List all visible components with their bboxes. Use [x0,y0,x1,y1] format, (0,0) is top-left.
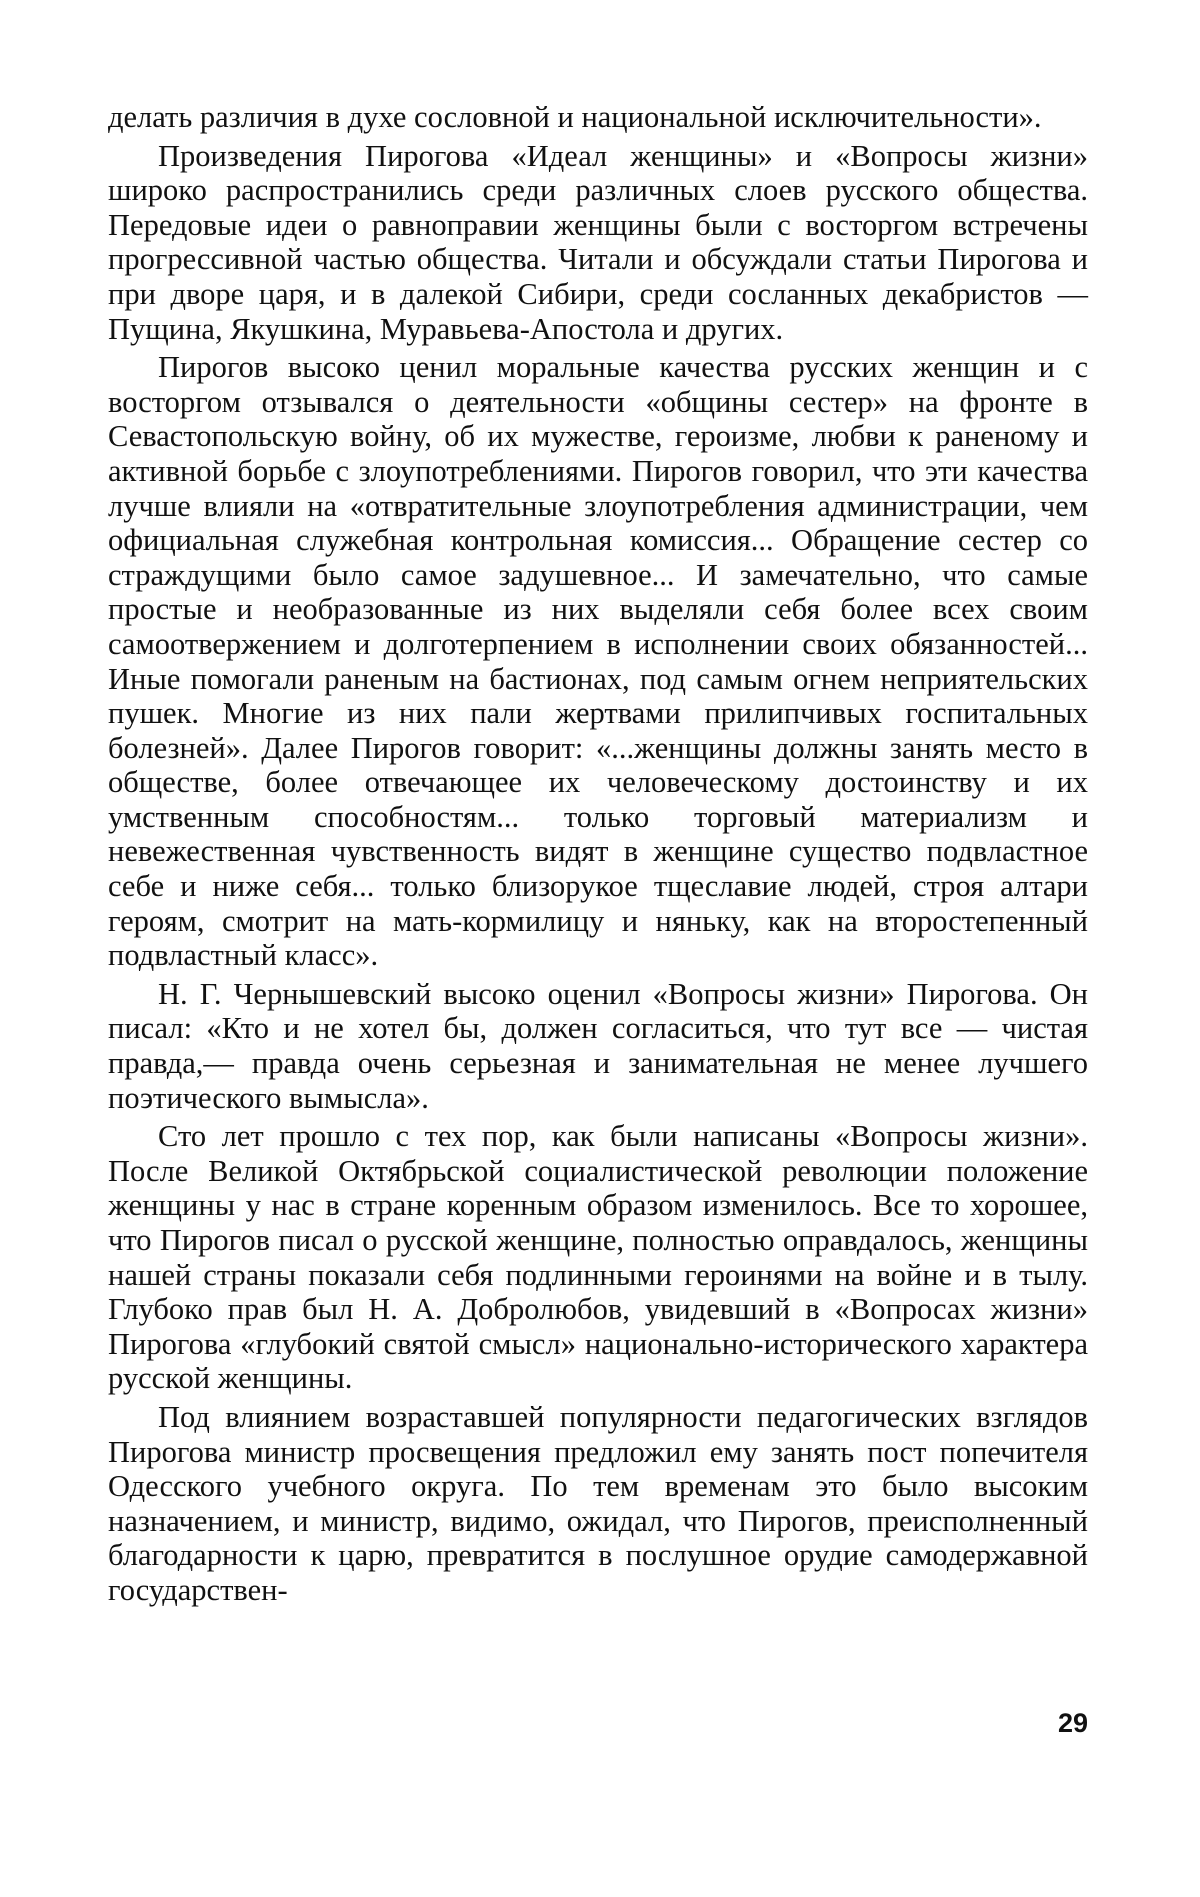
page-number: 29 [1057,1708,1088,1738]
paragraph-sisters-of-mercy: Пирогов высоко ценил моральные качества русских женщин и с восторгом отзывался о деятельности «общины сестер» на фронте в Севастопольскую войну, об их мужестве, героизме, любви к раненому и активной борьбе с злоупотреблениями. Пирогов говорил, что эти качества лучше влияли на «отвратительные злоупотребления администрации, чем официальная служебная контрольная комиссия... Обращение сестер со страждущими было самое задушевное... И замечательно, что самые простые и необразованные из них выделяли себя более всех своим самоотвержением и долготерпением в исполнении своих обязанностей... Иные помогали раненым на бастионах, под самым огнем неприятельских пушек. Многие из них пали жертвами прилипчивых госпитальных болезней». Далее Пирогов говорит: «...женщины должны занять место в обществе, более отвечающее их человеческому достоинству и их умственным способностям... только торговый материализм и невежественная чувственность видят в женщине существо подвластное себе и ниже себя... только близорукое тщеславие людей, строя алтари героям, смотрит на мать-кормилицу и няньку, как на второстепенный подвластный класс». [108,350,1088,973]
paragraph-works-spread: Произведения Пирогова «Идеал женщины» и «Вопросы жизни» широко распространились среди различных слоев русского общества. Передовые идеи о равноправии женщины были с восторгом встречены прогрессивной частью общества. Читали и обсуждали статьи Пирогова и при дворе царя, и в далекой Сибири, среди сосланных декабристов — Пущина, Якушкина, Муравьева-Апостола и других. [108,138,1088,346]
paragraph-chernyshevsky: Н. Г. Чернышевский высоко оценил «Вопросы жизни» Пирогова. Он писал: «Кто и не хотел бы, должен согласиться, что тут все — чистая правда,— правда очень серьезная и занимательная не менее лучшего поэтического вымысла». [108,976,1088,1115]
paragraph-hundred-years: Сто лет прошло с тех пор, как были написаны «Вопросы жизни». После Великой Октябрьской социалистической революции положение женщины у нас в стране коренным образом изменилось. Все то хорошее, что Пирогов писал о русской женщине, полностью оправдалось, женщины нашей страны показали себя подлинными героинями на войне и в тылу. Глубоко прав был Н. А. Добролюбов, увидевший в «Вопросах жизни» Пирогова «глубокий святой смысл» национально-исторического характера русской женщины. [108,1119,1088,1396]
page-body [108,100,1088,1608]
paragraph-continuation: делать различия в духе сословной и национальной исключительности». [108,100,1042,134]
paragraph-odessa-appointment: Под влиянием возраставшей популярности педагогических взглядов Пирогова министр просвещения предложил ему занять пост попечителя Одесского учебного округа. По тем временам это было высоким назначением, и министр, видимо, ожидал, что Пирогов, преисполненный благодарности к царю, превратится в послушное орудие самодержавной государствен- [108,1399,1088,1607]
